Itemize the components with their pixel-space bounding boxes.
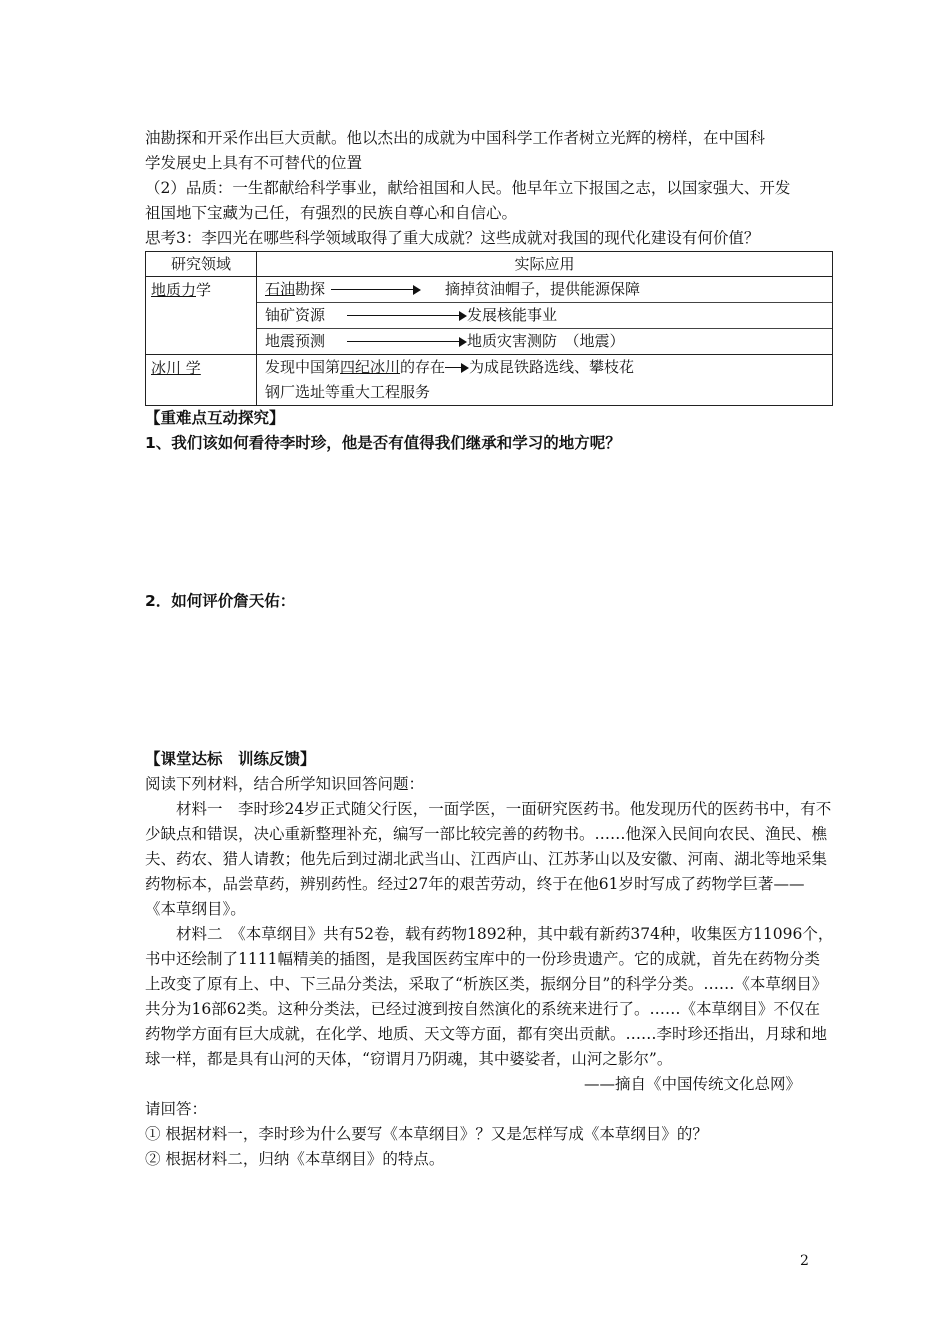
- app-item: 铀矿资源: [265, 306, 326, 324]
- arrow-icon: [347, 337, 467, 347]
- app-item: 勘探: [295, 280, 326, 298]
- app-item: 地震预测: [265, 332, 326, 350]
- material-one: 材料一 李时珍24岁正式随父行医，一面学医，一面研究医药书。他发现历代的医药书中，有不少缺点和错误，决心重新整理补充，编写一部比较完善的药物书。……他深入民间向农民、渔民、樵夫、药农、猎人请教；他先后到过湖北武当山、江西庐山、江苏茅山以及安徽、河南、湖北等地采集药物标本，品尝草药，辨别药性。经过27年的艰苦劳动，终于在他61岁时写成了药物学巨著——《本草纲目》。: [145, 800, 832, 918]
- intro-line: 油勘探和开采作出巨大贡献。他以杰出的成就为中国科学工作者树立光辉的榜样，在中国科: [145, 129, 766, 147]
- ask-label: 请回答：: [145, 1100, 208, 1118]
- field-geo-underlined: 地质力: [151, 281, 197, 299]
- answer-question-2: ② 根据材料二，归纳《本草纲目》的特点。: [145, 1150, 445, 1168]
- app-result: 发展核能事业: [467, 306, 558, 324]
- app-item-underlined: 石油: [265, 280, 296, 298]
- ice-line: 钢厂选址等重大工程服务: [265, 383, 431, 401]
- app-row: [257, 303, 832, 329]
- app-result: 摘掉贫油帽子，提供能源保障: [445, 280, 641, 298]
- app-row: [257, 329, 832, 354]
- geo-applications: [257, 277, 833, 355]
- ice-line: [257, 355, 832, 380]
- section-title: 【重难点互动探究】: [145, 409, 285, 427]
- lead-text: 阅读下列材料，结合所学知识回答问题：: [145, 775, 425, 793]
- arrow-icon: [445, 363, 469, 373]
- quality-line: 祖国地下宝藏为己任，有强烈的民族自尊心和自信心。: [145, 204, 518, 222]
- header-field: 研究领域: [146, 252, 257, 277]
- page-number: 2: [800, 1253, 809, 1269]
- field-geo-suffix: 学: [196, 281, 212, 299]
- field-geomechanics: [146, 277, 257, 355]
- arrow-icon: [331, 285, 421, 295]
- field-glaciology: [146, 355, 257, 406]
- answer-space: [145, 614, 835, 747]
- section-title: 【课堂达标 训练反馈】: [145, 750, 316, 768]
- material-two: 材料二 《本草纲目》共有52卷，载有药物1892种，其中载有新药374种，收集医方11096个，书中还绘制了1111幅精美的插图，是我国医药宝库中的一份珍贵遗产。它的成就，首先在药物分类上改变了原有上、中、下三品分类法，采取了“析族区类，振纲分目”的科学分类。……《本草纲目》共分为16部62类。这种分类法，已经过渡到按自然演化的系统来进行了。……《本草纲目》不仅在药物学方面有巨大成就，在化学、地质、天文等方面，都有突出贡献。……李时珍还指出，月球和地球一样，都是具有山河的天体，“窃谓月乃阴魂，其中婆娑者，山河之影尔”。: [145, 925, 834, 1068]
- ice-result: 为成昆铁路选线、攀枝花: [469, 358, 635, 376]
- question-3: 思考3：李四光在哪些科学领域取得了重大成就？这些成就对我国的现代化建设有何价值？: [145, 229, 760, 247]
- app-row: [257, 277, 832, 303]
- intro-line: 学发展史上具有不可替代的位置: [145, 154, 363, 172]
- question-1: 1、我们该如何看待李时珍，他是否有值得我们继承和学习的地方呢？: [145, 434, 621, 452]
- app-result: 地质灾害测防 （地震）: [467, 332, 625, 350]
- ice-text: 的存在: [400, 358, 446, 376]
- ice-text: 发现中国第: [265, 358, 341, 376]
- answer-space: [145, 456, 835, 589]
- answer-question-1: ① 根据材料一，李时珍为什么要写《本草纲目》？又是怎样写成《本草纲目》的？: [145, 1125, 708, 1143]
- ice-text-underlined: 四纪冰川: [340, 358, 401, 376]
- quality-line: （2）品质：一生都献给科学事业，献给祖国和人民。他早年立下报国之志，以国家强大、开发: [145, 179, 791, 197]
- question-2: 2．如何评价詹天佑：: [145, 592, 296, 610]
- field-ice-suffix: 学: [181, 359, 201, 377]
- research-table: [145, 251, 833, 406]
- ice-applications: [257, 355, 833, 406]
- page-content: [145, 126, 835, 1172]
- field-ice-underlined: 冰川: [151, 359, 182, 377]
- source-citation: ——摘自《中国传统文化总网》: [583, 1075, 801, 1093]
- header-application: 实际应用: [257, 252, 833, 277]
- arrow-icon: [347, 311, 467, 321]
